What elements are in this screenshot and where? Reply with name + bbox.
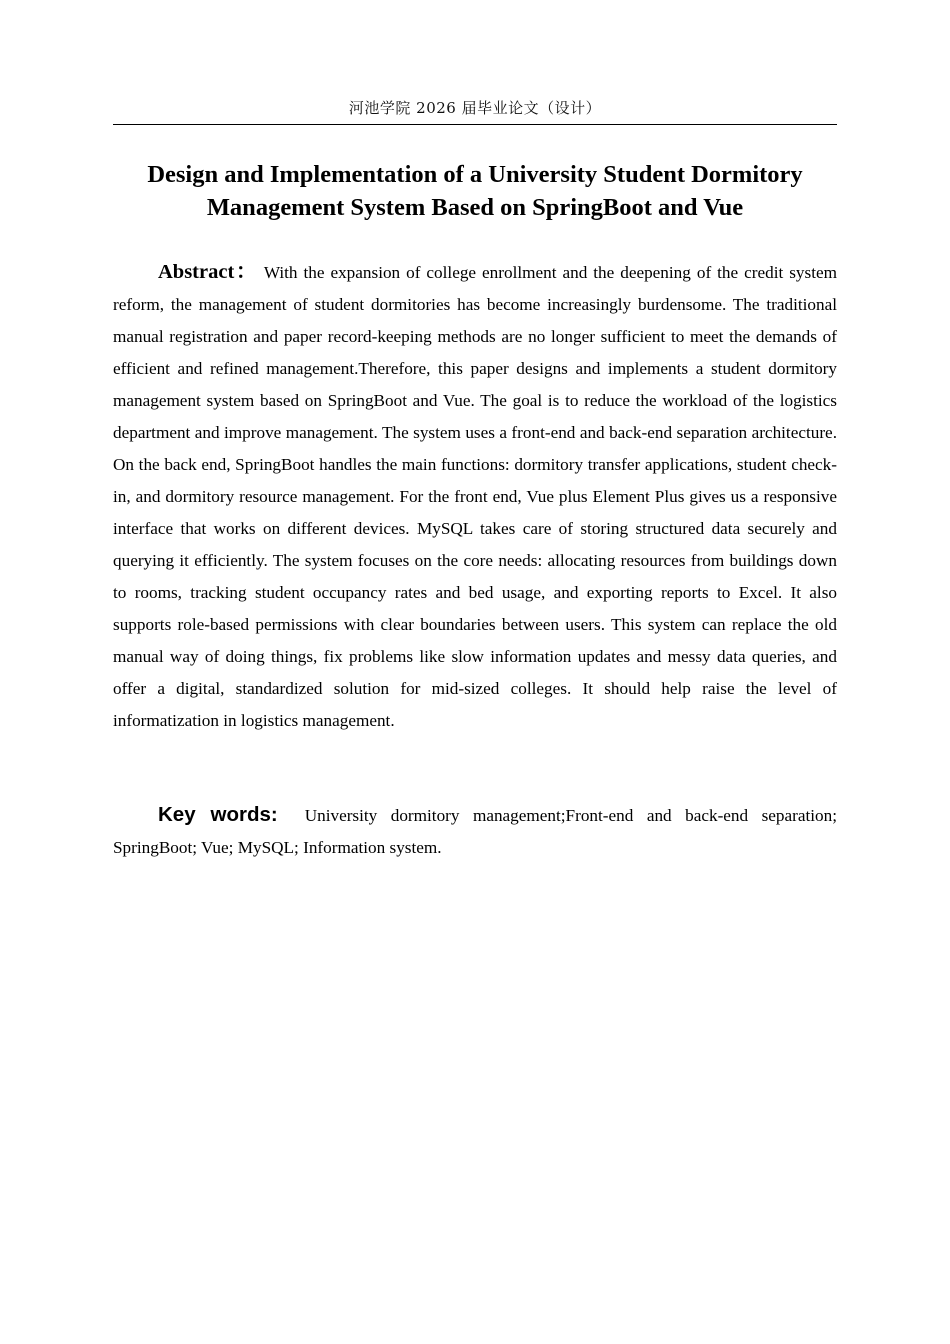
title-line-1: Design and Implementation of a University Student Dormitory <box>147 161 803 188</box>
abstract-text: With the expansion of college enrollment and the deepening of the credit system reform, the management of student dormitories has become increasingly burdensome. The traditional manual registration and paper record-keeping methods are no longer sufficient to meet the demands of efficient and refined management.Therefore, this paper designs and implements a student dormitory management system based on SpringBoot and Vue. The goal is to reduce the workload of the logistics department and improve management. The system uses a front-end and back-end separation architecture. On the back end, SpringBoot handles the main functions: dormitory transfer applications, student check-in, and dormitory resource management. For the front end, Vue plus Element Plus gives us a responsive interface that works on different devices. MySQL takes care of storing structured data securely and querying it efficiently. The system focuses on the core needs: allocating resources from buildings down to rooms, tracking student occupancy rates and bed usage, and exporting reports to Excel. It also supports role-based permissions with clear boundaries between users. This system can replace the old manual way of doing things, fix problems like slow information updates and messy data queries, and offer a digital, standardized solution for mid-sized colleges. It should help raise the level of informatization in logistics management. <box>113 263 837 730</box>
keywords-text: University dormitory management;Front-end and back-end separation; SpringBoot; Vue; MySQL; Information system. <box>113 806 838 857</box>
keywords-label: Key words: <box>158 803 278 826</box>
title-line-2: Management System Based on SpringBoot and Vue <box>206 194 744 221</box>
abstract-paragraph <box>113 256 837 737</box>
header-divider <box>113 124 837 125</box>
abstract-label: Abstract： <box>158 261 259 283</box>
paper-title <box>113 158 837 224</box>
running-header: 河池学院 2026 届毕业论文（设计） <box>348 99 602 117</box>
keywords-paragraph <box>113 799 837 864</box>
